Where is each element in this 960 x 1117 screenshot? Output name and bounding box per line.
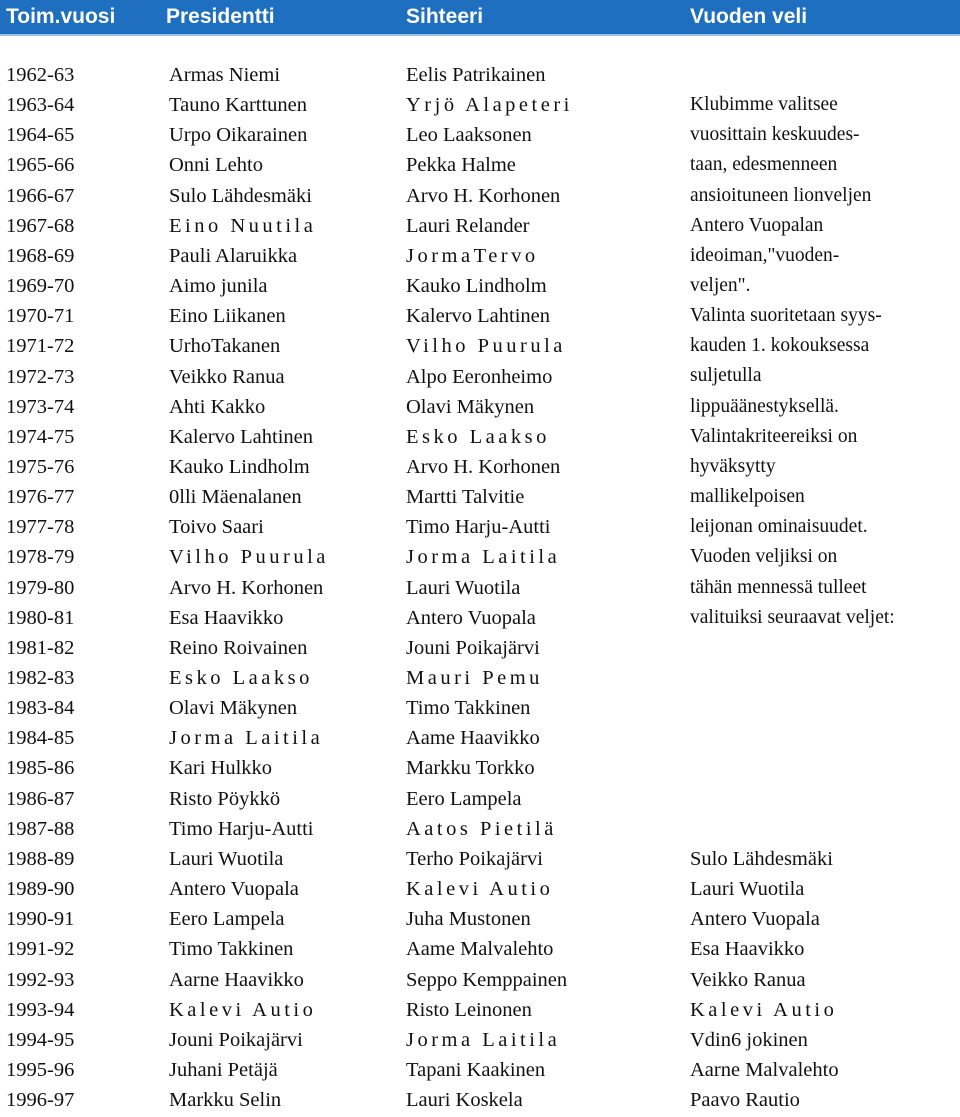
- year-cell: 1972-73: [6, 365, 75, 388]
- secretary-cell: Vilho Puurula: [406, 335, 566, 358]
- president-cell: Aimo junila: [169, 275, 268, 298]
- year-cell: 1962-63: [6, 64, 75, 86]
- secretary-cell: Seppo Kemppainen: [406, 968, 568, 991]
- president-cell: Juhani Petäjä: [169, 1058, 278, 1081]
- secretary-cell: Kauko Lindholm: [406, 275, 547, 298]
- year-cell: 1983-84: [6, 697, 75, 720]
- secretary-cell: Kalervo Lahtinen: [406, 305, 551, 328]
- year-cell: 1991-92: [6, 938, 75, 961]
- secretary-cell: Lauri Wuotila: [406, 576, 521, 599]
- secretary-cell: Mauri Pemu: [406, 667, 543, 689]
- brother-of-year-cell: Paavo Rautio: [690, 1089, 800, 1112]
- president-cell: Eero Lampela: [169, 908, 285, 931]
- description-line: vuosittain keskuudes-: [690, 124, 860, 146]
- president-cell: Kari Hulkko: [169, 757, 273, 780]
- table-row: [0, 1055, 960, 1085]
- brother-of-year-cell: Lauri Wuotila: [690, 878, 805, 901]
- year-cell: 1973-74: [6, 395, 75, 418]
- table-row: [0, 362, 960, 392]
- brother-of-year-cell: Vdin6 jokinen: [690, 1028, 808, 1051]
- secretary-cell: Markku Torkko: [406, 757, 535, 780]
- description-line: taan, edesmenneen: [690, 154, 838, 176]
- president-cell: Onni Lehto: [169, 154, 263, 177]
- president-cell: Eino Nuutila: [169, 214, 317, 237]
- secretary-cell: Aame Haavikko: [406, 727, 540, 750]
- president-cell: Toivo Saari: [169, 516, 264, 539]
- year-cell: 1968-69: [6, 244, 75, 267]
- secretary-cell: Kalevi Autio: [406, 878, 554, 901]
- secretary-cell: Esko Laakso: [406, 425, 550, 448]
- table-row: [0, 965, 960, 995]
- president-cell: Kalevi Autio: [169, 998, 317, 1021]
- president-cell: Vilho Puurula: [169, 546, 329, 569]
- secretary-cell: Jorma Laitila: [406, 546, 561, 569]
- header-divider: [0, 34, 960, 36]
- secretary-cell: Eero Lampela: [406, 787, 522, 810]
- table-row: [0, 995, 960, 1025]
- secretary-cell: Lauri Relander: [406, 214, 530, 237]
- table-row: [0, 723, 960, 753]
- description-line: mallikelpoisen: [690, 486, 805, 508]
- secretary-cell: Lauri Koskela: [406, 1089, 523, 1112]
- brother-of-year-cell: Esa Haavikko: [690, 938, 805, 961]
- description-line: Klubimme valitsee: [690, 94, 838, 116]
- table-row: [0, 60, 960, 90]
- year-cell: 1975-76: [6, 455, 75, 478]
- header-brother-of-year: Vuoden veli: [684, 0, 960, 34]
- year-cell: 1976-77: [6, 486, 75, 509]
- table-header: [0, 0, 960, 42]
- table-row: [0, 1085, 960, 1115]
- secretary-cell: JormaTervo: [406, 244, 539, 267]
- president-cell: Esko Laakso: [169, 667, 313, 689]
- description-line: lippuäänestyksellä.: [690, 395, 839, 417]
- table-row: [0, 482, 960, 512]
- year-cell: 1990-91: [6, 908, 75, 931]
- description-line: leijonan ominaisuudet.: [690, 516, 868, 538]
- table-row: [0, 452, 960, 482]
- header-president: Presidentti: [160, 0, 400, 34]
- description-line: ansioituneen lionveljen: [690, 184, 872, 206]
- president-cell: Tauno Karttunen: [169, 94, 308, 117]
- brother-of-year-cell: Aarne Malvalehto: [690, 1058, 839, 1081]
- year-cell: 1977-78: [6, 516, 75, 539]
- year-cell: 1967-68: [6, 214, 75, 237]
- president-cell: Olavi Mäkynen: [169, 697, 298, 720]
- secretary-cell: Timo Harju-Autti: [406, 516, 551, 539]
- description-line: Vuoden veljiksi on: [690, 546, 838, 568]
- secretary-cell: Jorma Laitila: [406, 1028, 561, 1051]
- president-cell: Jorma Laitila: [169, 727, 324, 750]
- president-cell: Timo Takkinen: [169, 938, 294, 961]
- year-cell: 1985-86: [6, 757, 75, 780]
- year-cell: 1986-87: [6, 787, 75, 810]
- president-cell: Veikko Ranua: [169, 365, 285, 388]
- year-cell: 1974-75: [6, 425, 75, 448]
- secretary-cell: Aatos Pietilä: [406, 817, 557, 840]
- president-cell: Antero Vuopala: [169, 878, 299, 901]
- president-cell: Eino Liikanen: [169, 305, 286, 328]
- table-row: [0, 271, 960, 301]
- brother-of-year-cell: Antero Vuopala: [690, 908, 820, 931]
- president-cell: Lauri Wuotila: [169, 847, 284, 870]
- president-cell: Ahti Kakko: [169, 395, 266, 418]
- description-line: valituiksi seuraavat veljet:: [690, 606, 895, 628]
- year-cell: 1963-64: [6, 94, 75, 117]
- description-line: Valintakriteereiksi on: [690, 425, 858, 447]
- president-cell: Sulo Lähdesmäki: [169, 184, 312, 207]
- year-cell: 1981-82: [6, 636, 75, 659]
- year-cell: 1994-95: [6, 1028, 75, 1051]
- secretary-cell: Tapani Kaakinen: [406, 1058, 546, 1081]
- description-line: hyväksytty: [690, 455, 776, 477]
- table-row: [0, 844, 960, 874]
- table-row: [0, 1025, 960, 1055]
- description-line: kauden 1. kokouksessa: [690, 335, 870, 357]
- secretary-cell: Timo Takkinen: [406, 697, 531, 720]
- year-cell: 1987-88: [6, 817, 75, 840]
- president-cell: Kauko Lindholm: [169, 455, 310, 478]
- table-row: [0, 693, 960, 723]
- table-row: [0, 753, 960, 783]
- secretary-cell: Martti Talvitie: [406, 486, 525, 509]
- year-cell: 1982-83: [6, 667, 75, 689]
- year-cell: 1984-85: [6, 727, 75, 750]
- secretary-cell: Eelis Patrikainen: [406, 64, 546, 86]
- president-cell: Risto Pöykkö: [169, 787, 281, 810]
- year-cell: 1980-81: [6, 606, 75, 629]
- description-line: ideoiman,"vuoden-: [690, 244, 840, 266]
- brother-of-year-cell: Sulo Lähdesmäki: [690, 847, 833, 870]
- secretary-cell: Leo Laaksonen: [406, 124, 532, 147]
- year-cell: 1964-65: [6, 124, 75, 147]
- year-cell: 1996-97: [6, 1089, 75, 1112]
- header-secretary: Sihteeri: [400, 0, 684, 34]
- table-row: [0, 633, 960, 663]
- president-cell: Aarne Haavikko: [169, 968, 304, 991]
- year-cell: 1979-80: [6, 576, 75, 599]
- secretary-cell: Antero Vuopala: [406, 606, 536, 629]
- table-row: [0, 784, 960, 814]
- president-cell: Arvo H. Korhonen: [169, 576, 324, 599]
- president-cell: Pauli Alaruikka: [169, 244, 298, 267]
- president-cell: Markku Selin: [169, 1089, 282, 1112]
- year-cell: 1969-70: [6, 275, 75, 298]
- secretary-cell: Terho Poikajärvi: [406, 847, 543, 870]
- brother-of-year-cell: Veikko Ranua: [690, 968, 806, 991]
- table-row: [0, 663, 960, 693]
- year-cell: 1978-79: [6, 546, 75, 569]
- description-line: veljen".: [690, 275, 751, 297]
- year-cell: 1993-94: [6, 998, 75, 1021]
- president-cell: Esa Haavikko: [169, 606, 284, 629]
- description-line: tähän mennessä tulleet: [690, 576, 867, 598]
- secretary-cell: Risto Leinonen: [406, 998, 532, 1021]
- secretary-cell: Olavi Mäkynen: [406, 395, 535, 418]
- description-line: Valinta suoritetaan syys-: [690, 305, 882, 327]
- president-cell: Armas Niemi: [169, 64, 281, 86]
- secretary-cell: Arvo H. Korhonen: [406, 184, 561, 207]
- secretary-cell: Pekka Halme: [406, 154, 516, 177]
- president-cell: Urpo Oikarainen: [169, 124, 308, 147]
- president-cell: Timo Harju-Autti: [169, 817, 314, 840]
- year-cell: 1970-71: [6, 305, 75, 328]
- brother-of-year-cell: Kalevi Autio: [690, 998, 838, 1021]
- secretary-cell: Jouni Poikajärvi: [406, 636, 540, 659]
- secretary-cell: Arvo H. Korhonen: [406, 455, 561, 478]
- secretary-cell: Juha Mustonen: [406, 908, 531, 931]
- table-row: [0, 814, 960, 844]
- president-cell: Jouni Poikajärvi: [169, 1028, 303, 1051]
- year-cell: 1989-90: [6, 878, 75, 901]
- president-cell: Reino Roivainen: [169, 636, 308, 659]
- secretary-cell: Yrjö Alapeteri: [406, 94, 573, 117]
- description-line: suljetulla: [690, 365, 762, 387]
- description-line: Antero Vuopalan: [690, 214, 824, 236]
- table-row: [0, 904, 960, 934]
- secretary-cell: Alpo Eeronheimo: [406, 365, 553, 388]
- table-row: [0, 874, 960, 904]
- year-cell: 1965-66: [6, 154, 75, 177]
- header-year: Toim.vuosi: [0, 0, 160, 34]
- year-cell: 1992-93: [6, 968, 75, 991]
- secretary-cell: Aame Malvalehto: [406, 938, 554, 961]
- year-cell: 1971-72: [6, 335, 75, 358]
- president-cell: Kalervo Lahtinen: [169, 425, 314, 448]
- year-cell: 1995-96: [6, 1058, 75, 1081]
- year-cell: 1988-89: [6, 847, 75, 870]
- table-row: [0, 934, 960, 964]
- year-cell: 1966-67: [6, 184, 75, 207]
- president-cell: 0lli Mäenalanen: [169, 486, 302, 509]
- president-cell: UrhoTakanen: [169, 335, 281, 358]
